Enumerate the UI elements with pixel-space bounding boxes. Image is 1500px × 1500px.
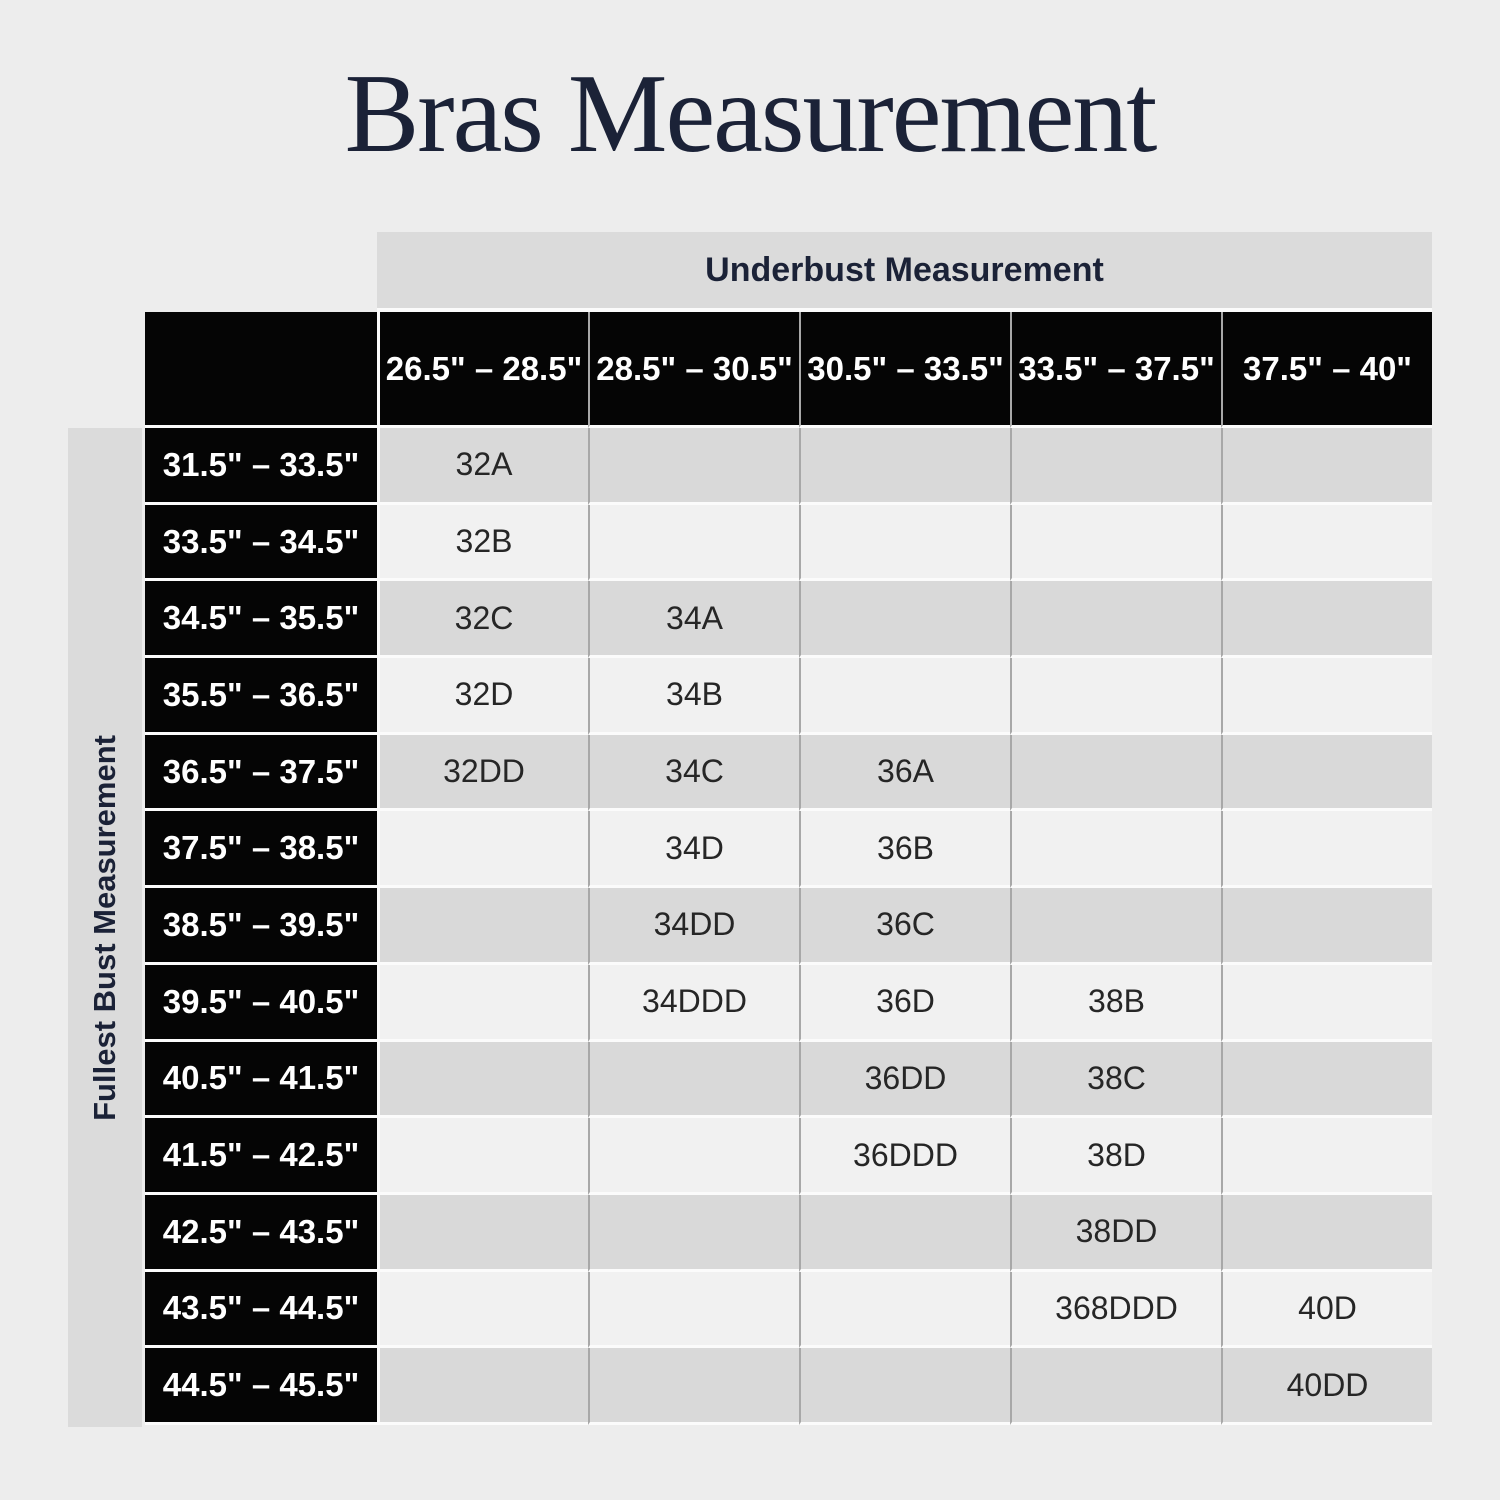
column-header: 33.5" – 37.5" bbox=[1010, 312, 1221, 428]
size-cell: 38D bbox=[1010, 1118, 1221, 1195]
row-header: 40.5" – 41.5" bbox=[145, 1042, 377, 1119]
empty-cell bbox=[799, 428, 1010, 505]
row-header: 31.5" – 33.5" bbox=[145, 428, 377, 505]
empty-cell bbox=[1010, 888, 1221, 965]
size-cell: 34DD bbox=[588, 888, 799, 965]
row-header: 37.5" – 38.5" bbox=[145, 811, 377, 888]
column-header: 26.5" – 28.5" bbox=[377, 312, 588, 428]
empty-cell bbox=[1221, 505, 1432, 582]
empty-cell bbox=[588, 1348, 799, 1425]
empty-cell bbox=[588, 1118, 799, 1195]
size-cell: 36DDD bbox=[799, 1118, 1010, 1195]
empty-cell bbox=[1010, 505, 1221, 582]
empty-cell bbox=[377, 1195, 588, 1272]
empty-cell bbox=[377, 811, 588, 888]
empty-cell bbox=[799, 1348, 1010, 1425]
size-cell: 38B bbox=[1010, 965, 1221, 1042]
empty-cell bbox=[588, 1042, 799, 1119]
size-cell: 34D bbox=[588, 811, 799, 888]
row-header: 44.5" – 45.5" bbox=[145, 1348, 377, 1425]
size-cell: 34B bbox=[588, 658, 799, 735]
empty-cell bbox=[1221, 658, 1432, 735]
size-cell: 36DD bbox=[799, 1042, 1010, 1119]
size-cell: 34C bbox=[588, 735, 799, 812]
underbust-measurement-band bbox=[377, 232, 1432, 312]
empty-cell bbox=[1221, 1042, 1432, 1119]
corner-cell bbox=[145, 312, 377, 428]
empty-cell bbox=[1010, 1348, 1221, 1425]
empty-cell bbox=[588, 1272, 799, 1349]
empty-cell bbox=[377, 888, 588, 965]
empty-cell bbox=[588, 428, 799, 505]
underbust-measurement-label: Underbust Measurement bbox=[705, 250, 1104, 289]
size-chart-table bbox=[145, 312, 1432, 1425]
size-cell: 32DD bbox=[377, 735, 588, 812]
size-cell: 32A bbox=[377, 428, 588, 505]
size-cell: 40D bbox=[1221, 1272, 1432, 1349]
empty-cell bbox=[1221, 965, 1432, 1042]
empty-cell bbox=[799, 1272, 1010, 1349]
size-cell: 40DD bbox=[1221, 1348, 1432, 1425]
empty-cell bbox=[1221, 428, 1432, 505]
row-header: 33.5" – 34.5" bbox=[145, 505, 377, 582]
size-cell: 36D bbox=[799, 965, 1010, 1042]
page-title: Bras Measurement bbox=[344, 52, 1156, 176]
empty-cell bbox=[1010, 811, 1221, 888]
fullest-bust-band bbox=[68, 428, 142, 1427]
size-cell: 38C bbox=[1010, 1042, 1221, 1119]
row-header: 38.5" – 39.5" bbox=[145, 888, 377, 965]
row-header: 41.5" – 42.5" bbox=[145, 1118, 377, 1195]
empty-cell bbox=[1221, 735, 1432, 812]
empty-cell bbox=[377, 1042, 588, 1119]
row-header: 39.5" – 40.5" bbox=[145, 965, 377, 1042]
empty-cell bbox=[1010, 735, 1221, 812]
row-header: 42.5" – 43.5" bbox=[145, 1195, 377, 1272]
empty-cell bbox=[377, 1118, 588, 1195]
empty-cell bbox=[588, 505, 799, 582]
size-cell: 32C bbox=[377, 581, 588, 658]
size-cell: 36A bbox=[799, 735, 1010, 812]
empty-cell bbox=[1010, 428, 1221, 505]
column-header: 37.5" – 40" bbox=[1221, 312, 1432, 428]
empty-cell bbox=[1221, 1195, 1432, 1272]
empty-cell bbox=[1221, 811, 1432, 888]
row-header: 34.5" – 35.5" bbox=[145, 581, 377, 658]
empty-cell bbox=[1221, 581, 1432, 658]
column-header: 30.5" – 33.5" bbox=[799, 312, 1010, 428]
row-header: 36.5" – 37.5" bbox=[145, 735, 377, 812]
empty-cell bbox=[377, 965, 588, 1042]
size-cell: 34A bbox=[588, 581, 799, 658]
row-header: 35.5" – 36.5" bbox=[145, 658, 377, 735]
empty-cell bbox=[1221, 1118, 1432, 1195]
empty-cell bbox=[799, 505, 1010, 582]
size-cell: 32B bbox=[377, 505, 588, 582]
empty-cell bbox=[1010, 658, 1221, 735]
empty-cell bbox=[799, 1195, 1010, 1272]
size-cell: 36B bbox=[799, 811, 1010, 888]
size-cell: 368DDD bbox=[1010, 1272, 1221, 1349]
empty-cell bbox=[377, 1348, 588, 1425]
size-cell: 34DDD bbox=[588, 965, 799, 1042]
empty-cell bbox=[799, 658, 1010, 735]
column-header: 28.5" – 30.5" bbox=[588, 312, 799, 428]
empty-cell bbox=[1010, 581, 1221, 658]
size-cell: 36C bbox=[799, 888, 1010, 965]
fullest-bust-label: Fullest Bust Measurement bbox=[87, 734, 122, 1121]
size-cell: 32D bbox=[377, 658, 588, 735]
size-cell: 38DD bbox=[1010, 1195, 1221, 1272]
empty-cell bbox=[377, 1272, 588, 1349]
empty-cell bbox=[1221, 888, 1432, 965]
empty-cell bbox=[799, 581, 1010, 658]
empty-cell bbox=[588, 1195, 799, 1272]
row-header: 43.5" – 44.5" bbox=[145, 1272, 377, 1349]
